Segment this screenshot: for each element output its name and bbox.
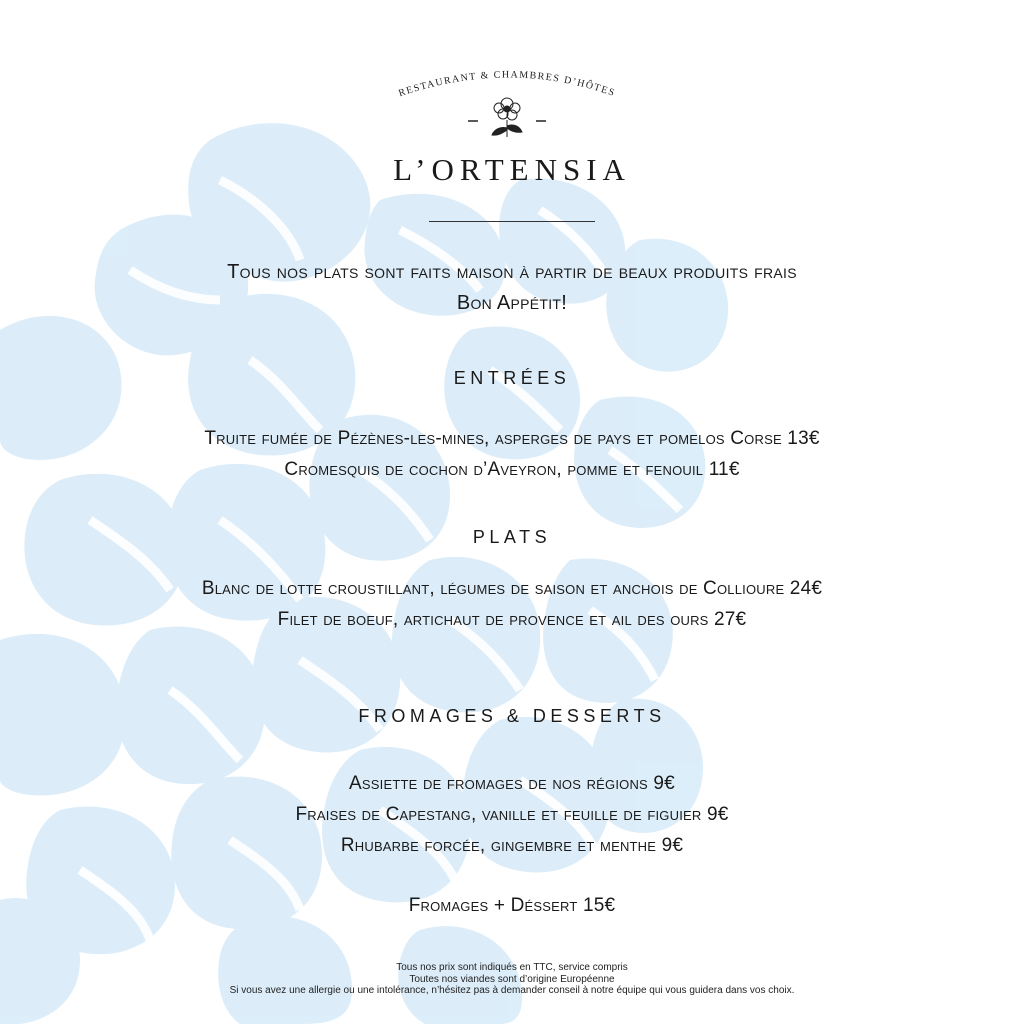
plats-list — [0, 573, 1024, 635]
logo-divider — [429, 221, 595, 222]
footer-prices-note: Tous nos prix sont indiqués en TTC, service compris — [396, 962, 628, 973]
menu-item: Fraises de Capestang, vanille et feuille de figuier 9€ — [295, 804, 729, 825]
desserts-list — [0, 768, 1024, 861]
logo-tagline: RESTAURANT & CHAMBRES D’HÔTES — [397, 69, 617, 100]
footer-allergy-note: Si vous avez une allergie ou une intolérance, n’hésitez pas à demander conseil à notre équipe qui vous guidera dans vos choix. — [229, 985, 795, 996]
restaurant-name: L’ORTENSIA — [393, 152, 631, 187]
footer-notes — [0, 962, 1024, 997]
combo-offer — [0, 890, 1024, 921]
footer-meat-origin-note: Toutes nos viandes sont d’origine Européenne — [409, 973, 615, 985]
section-title-entrees: ENTRÉES — [453, 368, 571, 388]
section-title-desserts: FROMAGES & DESSERTS — [358, 706, 666, 726]
menu-item: Filet de boeuf, artichaut de provence et ail des ours 27€ — [277, 609, 747, 630]
menu-item-combo: Fromages + Déssert 15€ — [408, 895, 616, 916]
intro-text — [0, 257, 1024, 319]
menu-item: Truite fumée de Pézènes-les-mines, asperges de pays et pomelos Corse 13€ — [204, 428, 820, 449]
entrees-list — [0, 423, 1024, 485]
section-title-plats: PLATS — [472, 527, 552, 547]
intro-line: Tous nos plats sont faits maison à partir de beaux produits frais — [227, 261, 797, 283]
logo-emblem — [0, 0, 1024, 145]
menu-item: Rhubarbe forcée, gingembre et menthe 9€ — [340, 835, 684, 856]
menu-item: Cromesquis de cochon d’Aveyron, pomme et fenouil 11€ — [284, 459, 740, 480]
menu-item: Assiette de fromages de nos régions 9€ — [349, 773, 675, 794]
hydrangea-flower-icon — [492, 98, 522, 137]
intro-greeting: Bon Appétit! — [456, 292, 568, 314]
menu-item: Blanc de lotte croustillant, légumes de saison et anchois de Collioure 24€ — [201, 578, 823, 599]
